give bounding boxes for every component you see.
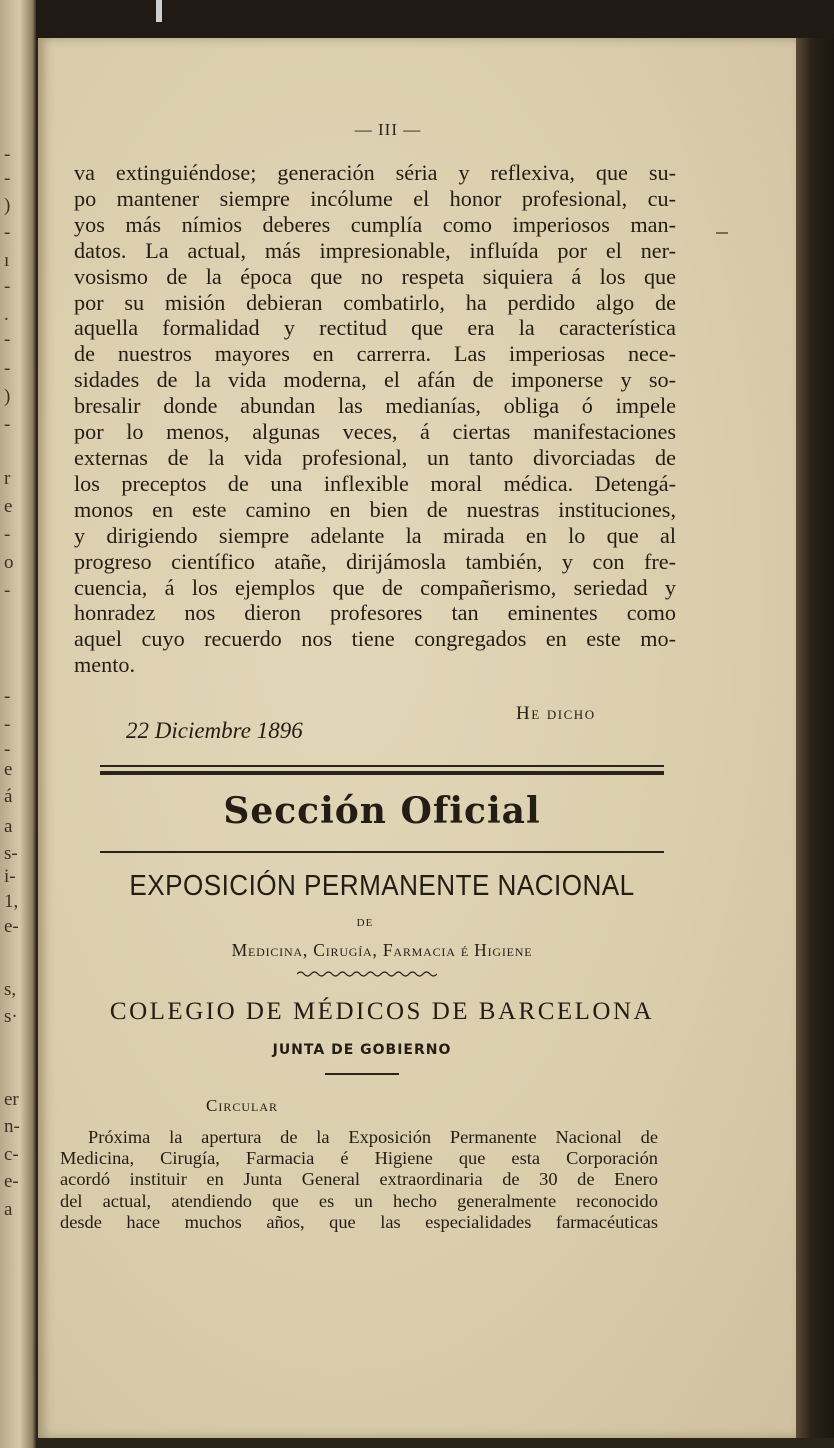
college-heading: COLEGIO DE MÉDICOS DE BARCELONA	[109, 998, 655, 1025]
section-heading: Sección Oficial	[223, 790, 541, 832]
margin-fragment: -	[4, 222, 11, 243]
margin-fragment: e	[4, 496, 13, 517]
margin-fragment: -	[4, 276, 11, 297]
text-line: po mantener siempre incólume el honor profesional, cu-	[74, 185, 676, 211]
margin-fragment: )	[4, 195, 11, 216]
previous-page-edge	[0, 0, 36, 1448]
text-line: por su misión debieran combatirlo, ha perdido algo de	[74, 289, 676, 315]
margin-fragment: c-	[4, 1144, 19, 1165]
scan-marker	[156, 0, 162, 22]
margin-fragment: a	[4, 816, 13, 837]
margin-fragment: o	[4, 552, 14, 573]
circular-paragraph	[60, 1127, 658, 1233]
margin-fragment: e	[4, 759, 13, 780]
margin-fragment: s,	[4, 979, 17, 1000]
page-number: — III —	[354, 120, 422, 139]
text-line: progreso científico atañe, dirijámosla también, y con fre-	[74, 548, 676, 574]
double-rule-bottom	[100, 771, 664, 775]
margin-fragment: á	[4, 786, 13, 807]
text-line: por lo menos, algunas veces, á ciertas manifestaciones	[74, 419, 676, 445]
previous-page-margin-fragments	[0, 0, 30, 1448]
text-line: sidades de la vida moderna, el afán de imponerse y so-	[74, 367, 676, 393]
board-heading: JUNTA DE GOBIERNO	[272, 1042, 452, 1058]
circular-label: Circular	[206, 1096, 279, 1115]
text-line: los preceptos de una inflexible moral médica. Detengá-	[74, 470, 676, 496]
text-line: yos más nímios deberes cumplía como imperiosos man-	[74, 211, 676, 237]
margin-fragment: -	[4, 524, 11, 545]
speech-date: 22 Diciembre 1896	[126, 718, 303, 743]
text-line: cuencia, á los ejemplos que de compañerismo, seriedad y	[74, 574, 676, 600]
margin-fragment: -	[4, 329, 11, 350]
text-line: aquella formalidad y rectitud que era la característica	[74, 315, 676, 341]
double-rule-top	[100, 765, 664, 767]
text-line: va extinguiéndose; generación séria y reflexiva, que su-	[74, 160, 676, 185]
margin-fragment: er	[4, 1089, 19, 1110]
margin-fragment: -	[4, 144, 11, 165]
text-line: Próxima la apertura de la Exposición Permanente Nacional de	[88, 1127, 658, 1147]
margin-fragment: )	[4, 386, 11, 407]
text-line: aquel cuyo recuerdo nos tiene congregados en este mo-	[74, 626, 676, 652]
margin-fragment: ı	[4, 250, 10, 271]
text-line: externas de la vida profesional, un tanto divorciadas de	[74, 444, 676, 470]
text-line: del actual, atendiendo que es un hecho generalmente reconocido	[60, 1190, 658, 1211]
text-line: datos. La actual, más impresionable, influída por el ner-	[74, 237, 676, 263]
margin-fragment: e-	[4, 1171, 19, 1192]
margin-fragment: s-	[4, 843, 18, 864]
margin-fragment: -	[4, 686, 11, 707]
short-rule	[325, 1073, 399, 1075]
text-line: de nuestros mayores en carrerra. Las imperiosas nece-	[74, 341, 676, 367]
wavy-ornament	[297, 969, 437, 979]
closing-phrase: He dicho	[516, 703, 596, 724]
margin-fragment: s·	[4, 1006, 18, 1027]
text-line: acordó instituir en Junta General extraordinaria de 30 de Enero	[60, 1169, 658, 1190]
exposition-title: EXPOSICIÓN PERMANENTE NACIONAL	[129, 870, 635, 902]
text-line: Medicina, Cirugía, Farmacia é Higiene que esta Corporación	[60, 1148, 658, 1169]
margin-fragment: 1,	[4, 891, 19, 912]
text-line: bresalir donde abundan las medianías, obliga ó impele	[74, 393, 676, 419]
margin-fragment: i-	[4, 866, 16, 887]
margin-fragment: e-	[4, 916, 19, 937]
text-line: mento.	[74, 652, 136, 678]
text-line: vosismo de la época que no respeta siquiera á los que	[74, 263, 676, 289]
exposition-subtitle: Medicina, Cirugía, Farmacia é Higiene	[231, 940, 533, 960]
margin-fragment: -	[4, 414, 11, 435]
margin-fragment: r	[4, 468, 11, 489]
margin-fragment: .	[4, 304, 9, 325]
margin-fragment: -	[4, 739, 11, 760]
margin-mark	[716, 232, 728, 234]
text-line: monos en este camino en bien de nuestras instituciones,	[74, 496, 676, 522]
margin-fragment: n-	[4, 1116, 20, 1137]
margin-fragment: -	[4, 358, 11, 379]
text-line: honradez nos dieron profesores tan eminentes como	[74, 600, 676, 626]
speech-closing-paragraph	[74, 160, 676, 678]
text-line: desde hace muchos años, que las especialidades farmacéuticas	[60, 1211, 658, 1232]
margin-fragment: a	[4, 1199, 13, 1220]
page-right-shadow	[796, 38, 834, 1438]
exposition-connector: DE	[356, 917, 374, 929]
margin-fragment: -	[4, 714, 11, 735]
section-rule	[100, 851, 664, 853]
margin-fragment: -	[4, 580, 11, 601]
margin-fragment: -	[4, 168, 11, 189]
text-line: y dirigiendo siempre adelante la mirada en lo que al	[74, 522, 676, 548]
